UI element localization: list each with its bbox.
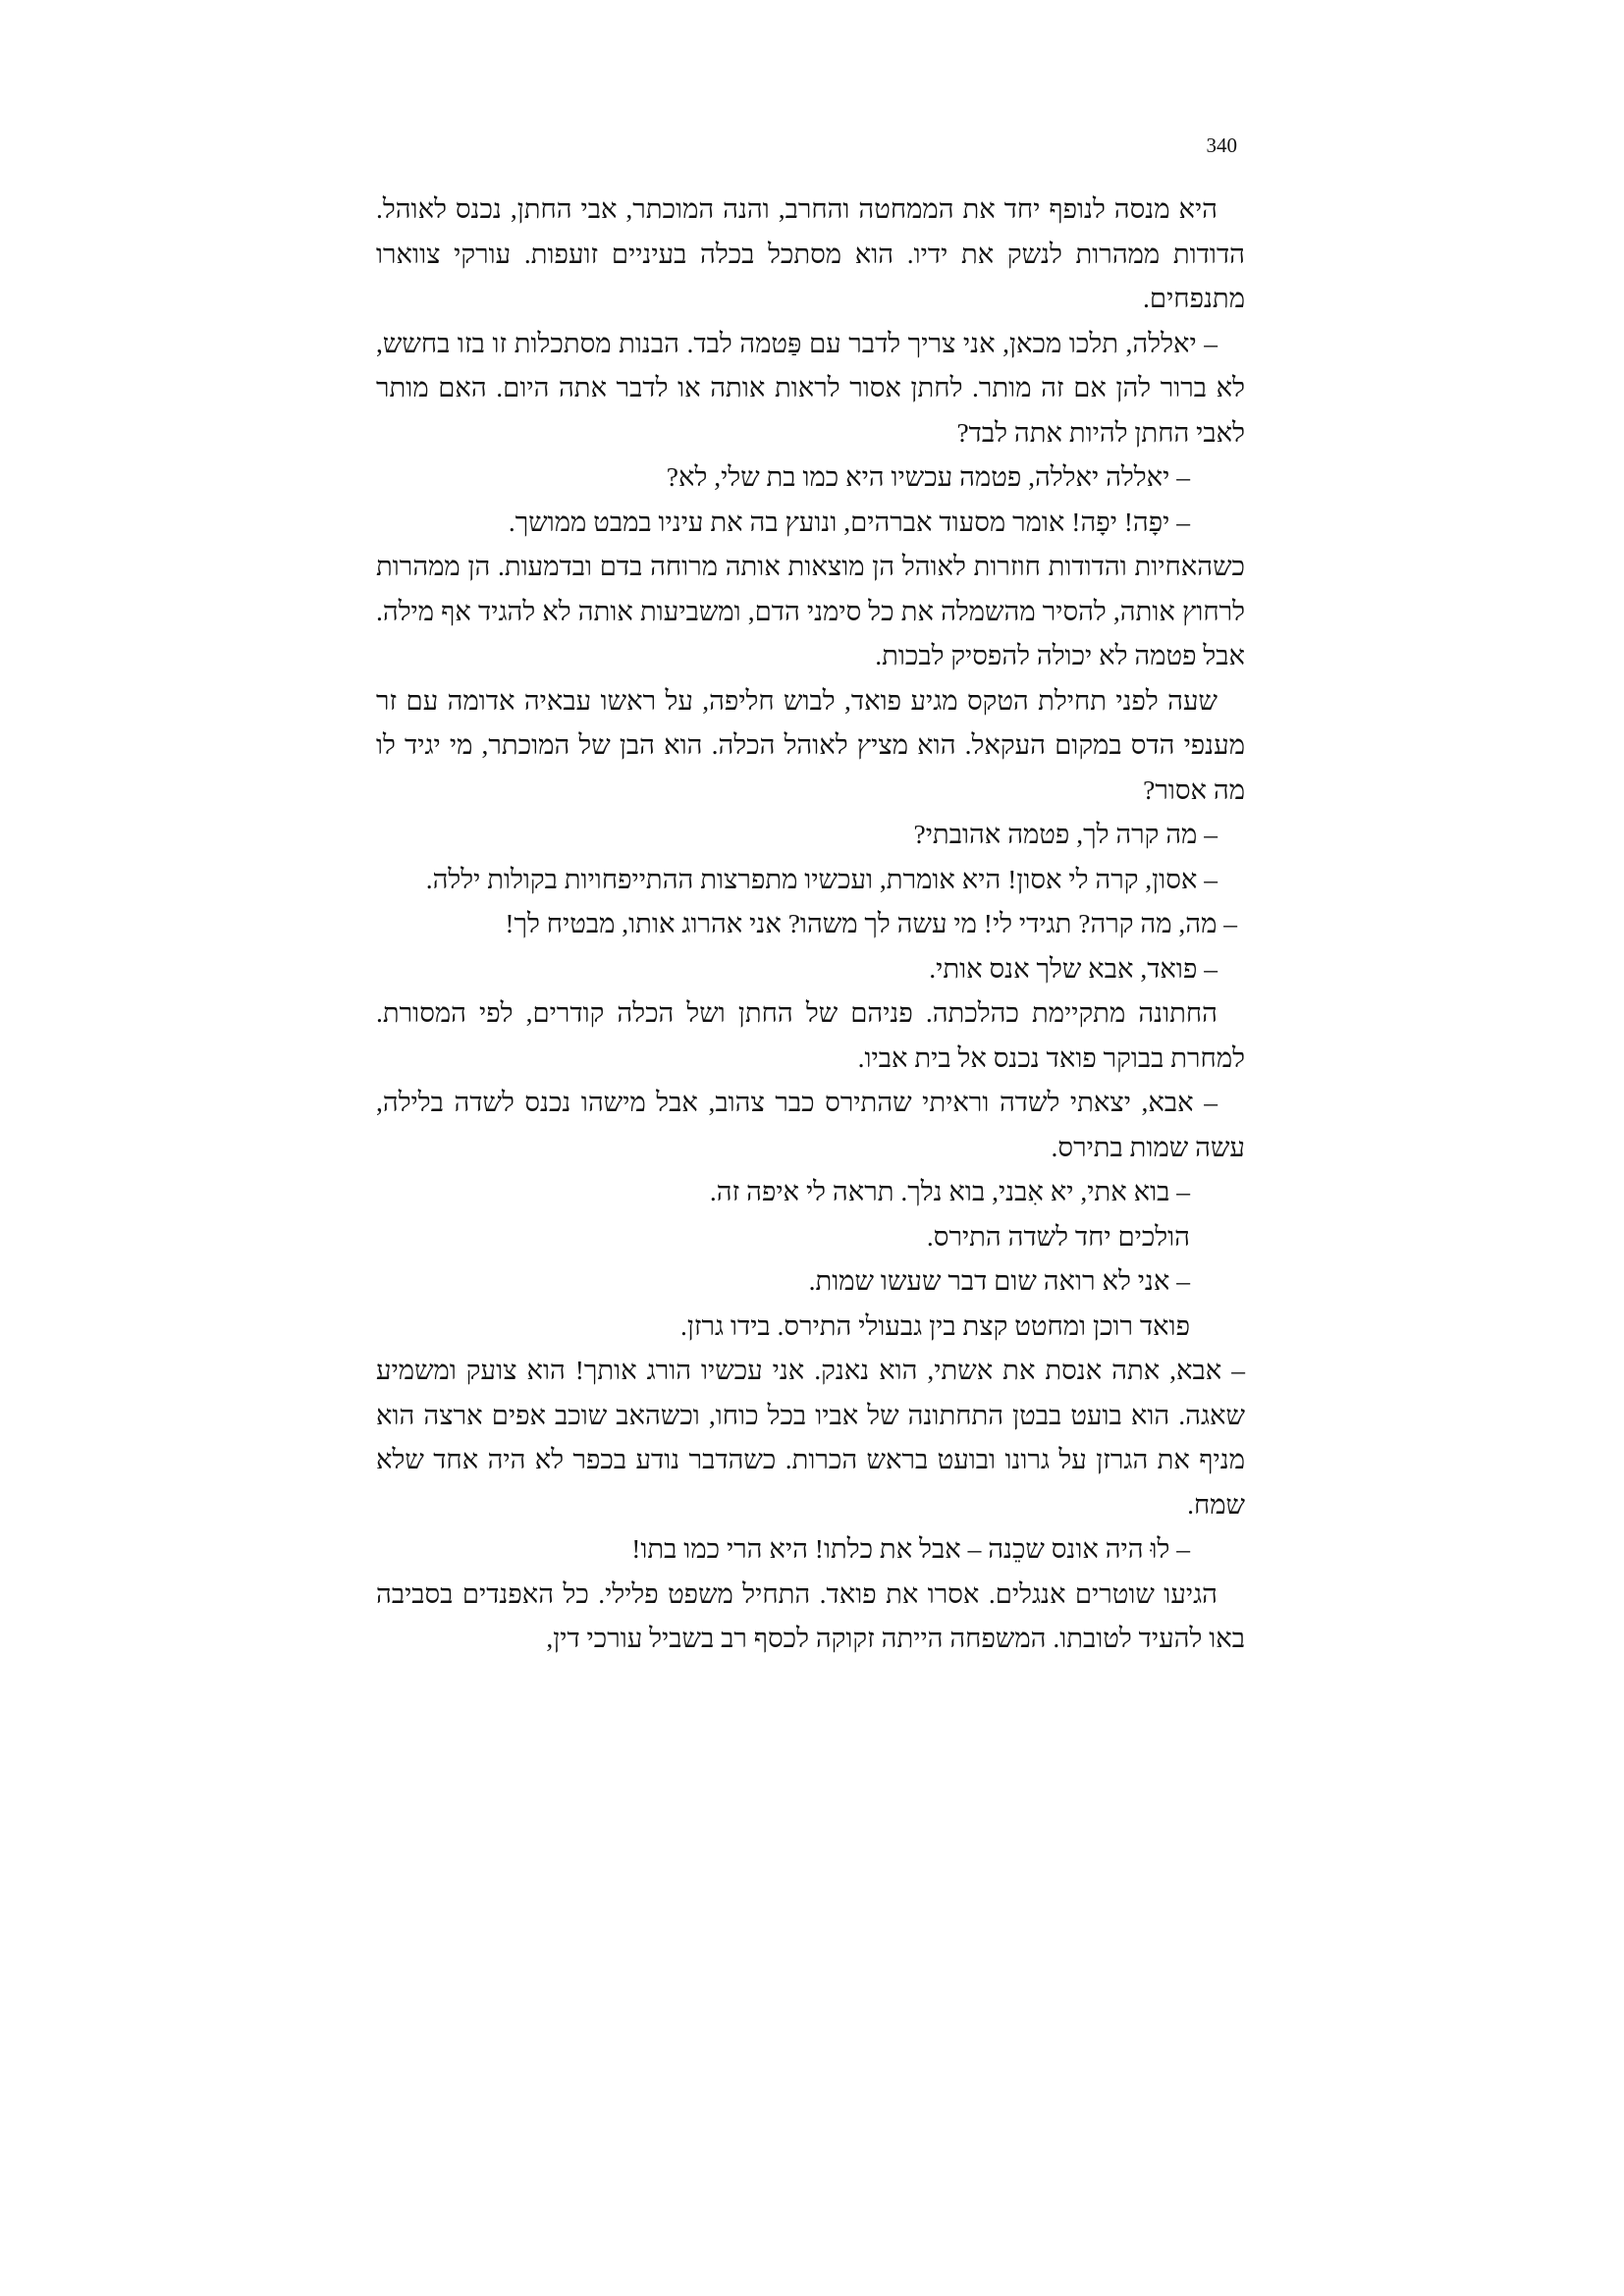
- paragraph-13: – בוא אתי, יא אִבני, בוא נלך. תראה לי איפה זה.: [709, 1176, 1190, 1206]
- paragraph-1: היא מנסה לנופף יחד את הממחטה והחרב, והנה המוכתר, אבי החתן, נכנס לאוהל. הדודות ממהרות לנשק את ידיו. הוא מסתכל בכלה בעיניים זועפות. עורקי צווארו מתנפחים.: [376, 193, 1245, 313]
- paragraph-15: – אני לא רואה שום דבר שעשו שמות.: [808, 1265, 1190, 1296]
- page-number: 340: [1206, 133, 1237, 157]
- paragraph-2: – יאללה, תלכו מכאן, אני צריך לדבר עם פַּטמה לבד. הבנות מסתכלות זו בזו בחשש, לא ברור להן אם זה מותר. לחתן אסור לראות אותה או לדבר אתה היום. האם מותר לאבי החתן להיות אתה לבד?: [376, 327, 1245, 448]
- paragraph-9: – מה, מה קרה? תגידי לי! מי עשה לך משהו? אני אהרוג אותו, מבטיח לך!: [505, 908, 1237, 938]
- paragraph-17: – אבא, אתה אנסת את אשתי, הוא נאנק. אני עכשיו הורג אותך! הוא צועק ומשמיע שאגה. הוא בועט בבטן התחתונה של אביו בכל כוחו, וכשהאב שוכב אפים ארצה הוא מניף את הגרזן על גרונו ובועט בראש הכרות. כשהדבר נודע בכפר לא היה אחד שלא שמח.: [376, 1355, 1245, 1520]
- paragraph-8: – אסון, קרה לי אסון! היא אומרת, ועכשיו מתפרצות ההתייפחויות בקולות יללה.: [425, 863, 1218, 894]
- paragraph-11: החתונה מתקיימת כהלכתה. פניהם של החתן ושל הכלה קודרים, לפי המסורת. למחרת בבוקר פואד נכנס אל בית אביו.: [376, 997, 1245, 1073]
- paragraph-10: – פואד, אבא שלך אנס אותי.: [929, 952, 1218, 984]
- page-body: [376, 187, 1245, 1661]
- paragraph-16: פואד רוכן ומחטט קצת בין גבעולי התירס. בידו גרזן.: [679, 1309, 1190, 1341]
- paragraph-5: כשהאחיות והדודות חוזרות לאוהל הן מוצאות אותה מרוחה בדם ובדמעות. הן ממהרות לרחוץ אותה, להסיר מהשמלה את כל סימני הדם, ומשביעות אותה לא להגיד אף מילה. אבל פטמה לא יכולה להפסיק לבכות.: [376, 551, 1245, 670]
- paragraph-14: הולכים יחד לשדה התירס.: [926, 1220, 1190, 1252]
- paragraph-7: – מה קרה לך, פטמה אהובתי?: [913, 819, 1218, 849]
- paragraph-6: שעה לפני תחילת הטקס מגיע פואד, לבוש חליפה, על ראשו עבאיה אדומה עם זר מענפי הדס במקום העקאל. הוא מציץ לאוהל הכלה. הוא הבן של המוכתר, מי יגיד לו מה אסור?: [376, 684, 1245, 805]
- paragraph-19: הגיעו שוטרים אנגלים. אסרו את פואד. התחיל משפט פלילי. כל האפנדים בסביבה באו להעיד לטובתו. המשפחה הייתה זקוקה לכסף רב בשביל עורכי דין,: [376, 1577, 1245, 1653]
- paragraph-4: – יפָה! יפָה! אומר מסעוד אברהים, ונועץ בה את עיניו במבט ממושך.: [508, 506, 1190, 537]
- paragraph-3: – יאללה יאללה, פטמה עכשיו היא כמו בת שלי, לא?: [666, 461, 1190, 492]
- paragraph-18: – לוּ היה אונס שכֵנה – אבל את כלתו! היא הרי כמו בתו!: [631, 1533, 1190, 1564]
- paragraph-12: – אבא, יצאתי לשדה וראיתי שהתירס כבר צהוב, אבל מישהו נכנס לשדה בלילה, עשה שמות בתירס.: [376, 1087, 1245, 1162]
